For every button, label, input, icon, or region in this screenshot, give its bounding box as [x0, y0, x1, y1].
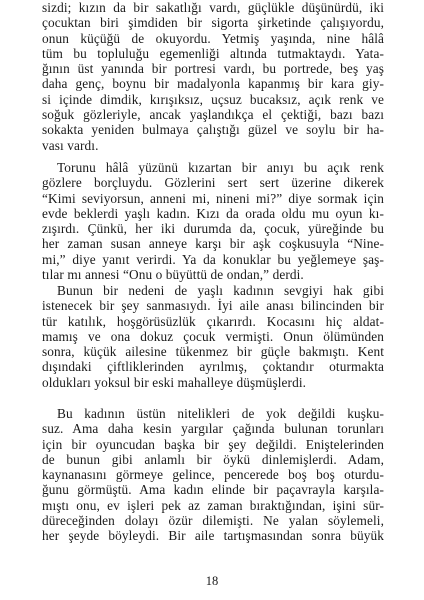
paragraph [42, 0, 384, 153]
text-line: de bunun gibi anlamlı bir öykü dinlemişlerdi. Adam, [42, 451, 384, 467]
text-line: onun küçüğü de okuyordu. Yetmiş yaşında, nine hâlâ [42, 30, 384, 46]
text-line: ğunu görmüştü. Ama kadın elinde bir paçavrayla karşıla- [42, 482, 384, 498]
paragraph [42, 283, 384, 390]
text-line: sokakta yeniden bulmaya çalıştığı güzel ve soylu bir ha- [42, 122, 384, 138]
text-line: mamış ve ona dokuz çocuk vermişti. Onun ölümünden [42, 328, 384, 344]
text-line: mıştı onu, ev işleri pek az zaman bıraktığından, işini sür- [42, 497, 384, 513]
text-line: tüm bu topluluğu egemenliği altında tutmaktaydı. Yata- [42, 45, 384, 61]
text-line: zışırdı. Çünkü, her iki durumda da, çocuk, yüreğinde bu [42, 221, 384, 237]
page-number: 18 [205, 574, 219, 588]
text-line: her zaman susan anneye karşı bir aşk coşkusuyla “Nine- [42, 236, 384, 252]
text-line: soğuk gözleriyle, ancak yaşlandıkça el çektiği, bazı bazı [42, 107, 384, 123]
text-line: si içinde dimdik, kırışıksız, uçsuz bucaksız, açık renk ve [42, 91, 384, 107]
text-line: çocuktan biri şimdiden bir sigorta şirketinde çalışıyordu, [42, 15, 384, 31]
text-line: Bunun bir nedeni de yaşlı kadının sevgiyi hak gibi [57, 283, 384, 298]
text-line: kaynanasını görmeye gelince, pencerede boş boş oturdu- [42, 467, 384, 483]
text-line: istenecek bir şey sanmasıydı. İyi aile anası bilincinden bir [42, 298, 384, 314]
text-line: suz. Ama daha kesin yargılar çağında bulunan torunları [42, 421, 384, 437]
text-line: vası vardı. [42, 137, 99, 153]
text-line: tür katılık, hoşgörüsüzlük çıkarırdı. Kocasını hiç aldat- [42, 313, 384, 329]
text-line: sizdi; kızın da bir sakatlığı vardı, güçlükle düşünürdü, iki [42, 0, 384, 15]
text-line: mi,” diye yanıt verirdi. Ya da konuklar bu yeğlemeye şaş- [42, 251, 384, 267]
text-line: ğının üst yanında bir portresi vardı, bu portrede, beş yaş [42, 61, 384, 77]
text-line: için bir oyuncudan başka bir şey değildi. Eniştelerinden [42, 436, 384, 452]
paragraph [42, 406, 384, 544]
text-line: sonra, küçük ailesine tükenmez bir güçle bakmıştı. Kent [42, 344, 384, 360]
text-line: oldukları yoksul bir eski mahalleye düşmüşlerdi. [42, 374, 307, 390]
text-line: daha genç, boynu bir madalyonla kapanmış bir kara giy- [42, 76, 384, 92]
text-line: düreceğinden dolayı özür dilemişti. Ne yalan söylemeli, [42, 513, 384, 529]
paragraph [42, 160, 384, 282]
text-line: Torunu hâlâ yüzünü kızartan bir anıyı bu açık renk [57, 160, 384, 175]
text-line: tılar mı annesi “Onu o büyüttü de ondan,” derdi. [42, 267, 304, 283]
text-line: “Kimi seviyorsun, anneni mi, nineni mi?” diye sormak için [42, 190, 384, 206]
text-line: her şeyde böyleydi. Bir aile tartışmasından sonra büyük [42, 528, 384, 544]
text-line: gözlere borçluydu. Gözlerini sert sert üzerine dikerek [42, 175, 384, 191]
text-line: evde beklerdi yaşlı kadın. Kızı da orada oldu mu oyun kı- [42, 205, 384, 221]
text-line: dışındaki çiftliklerinden ayrılmış, çoktandır oturmakta [42, 359, 384, 375]
text-line: Bu kadının üstün nitelikleri de yok değildi kuşku- [57, 406, 384, 421]
